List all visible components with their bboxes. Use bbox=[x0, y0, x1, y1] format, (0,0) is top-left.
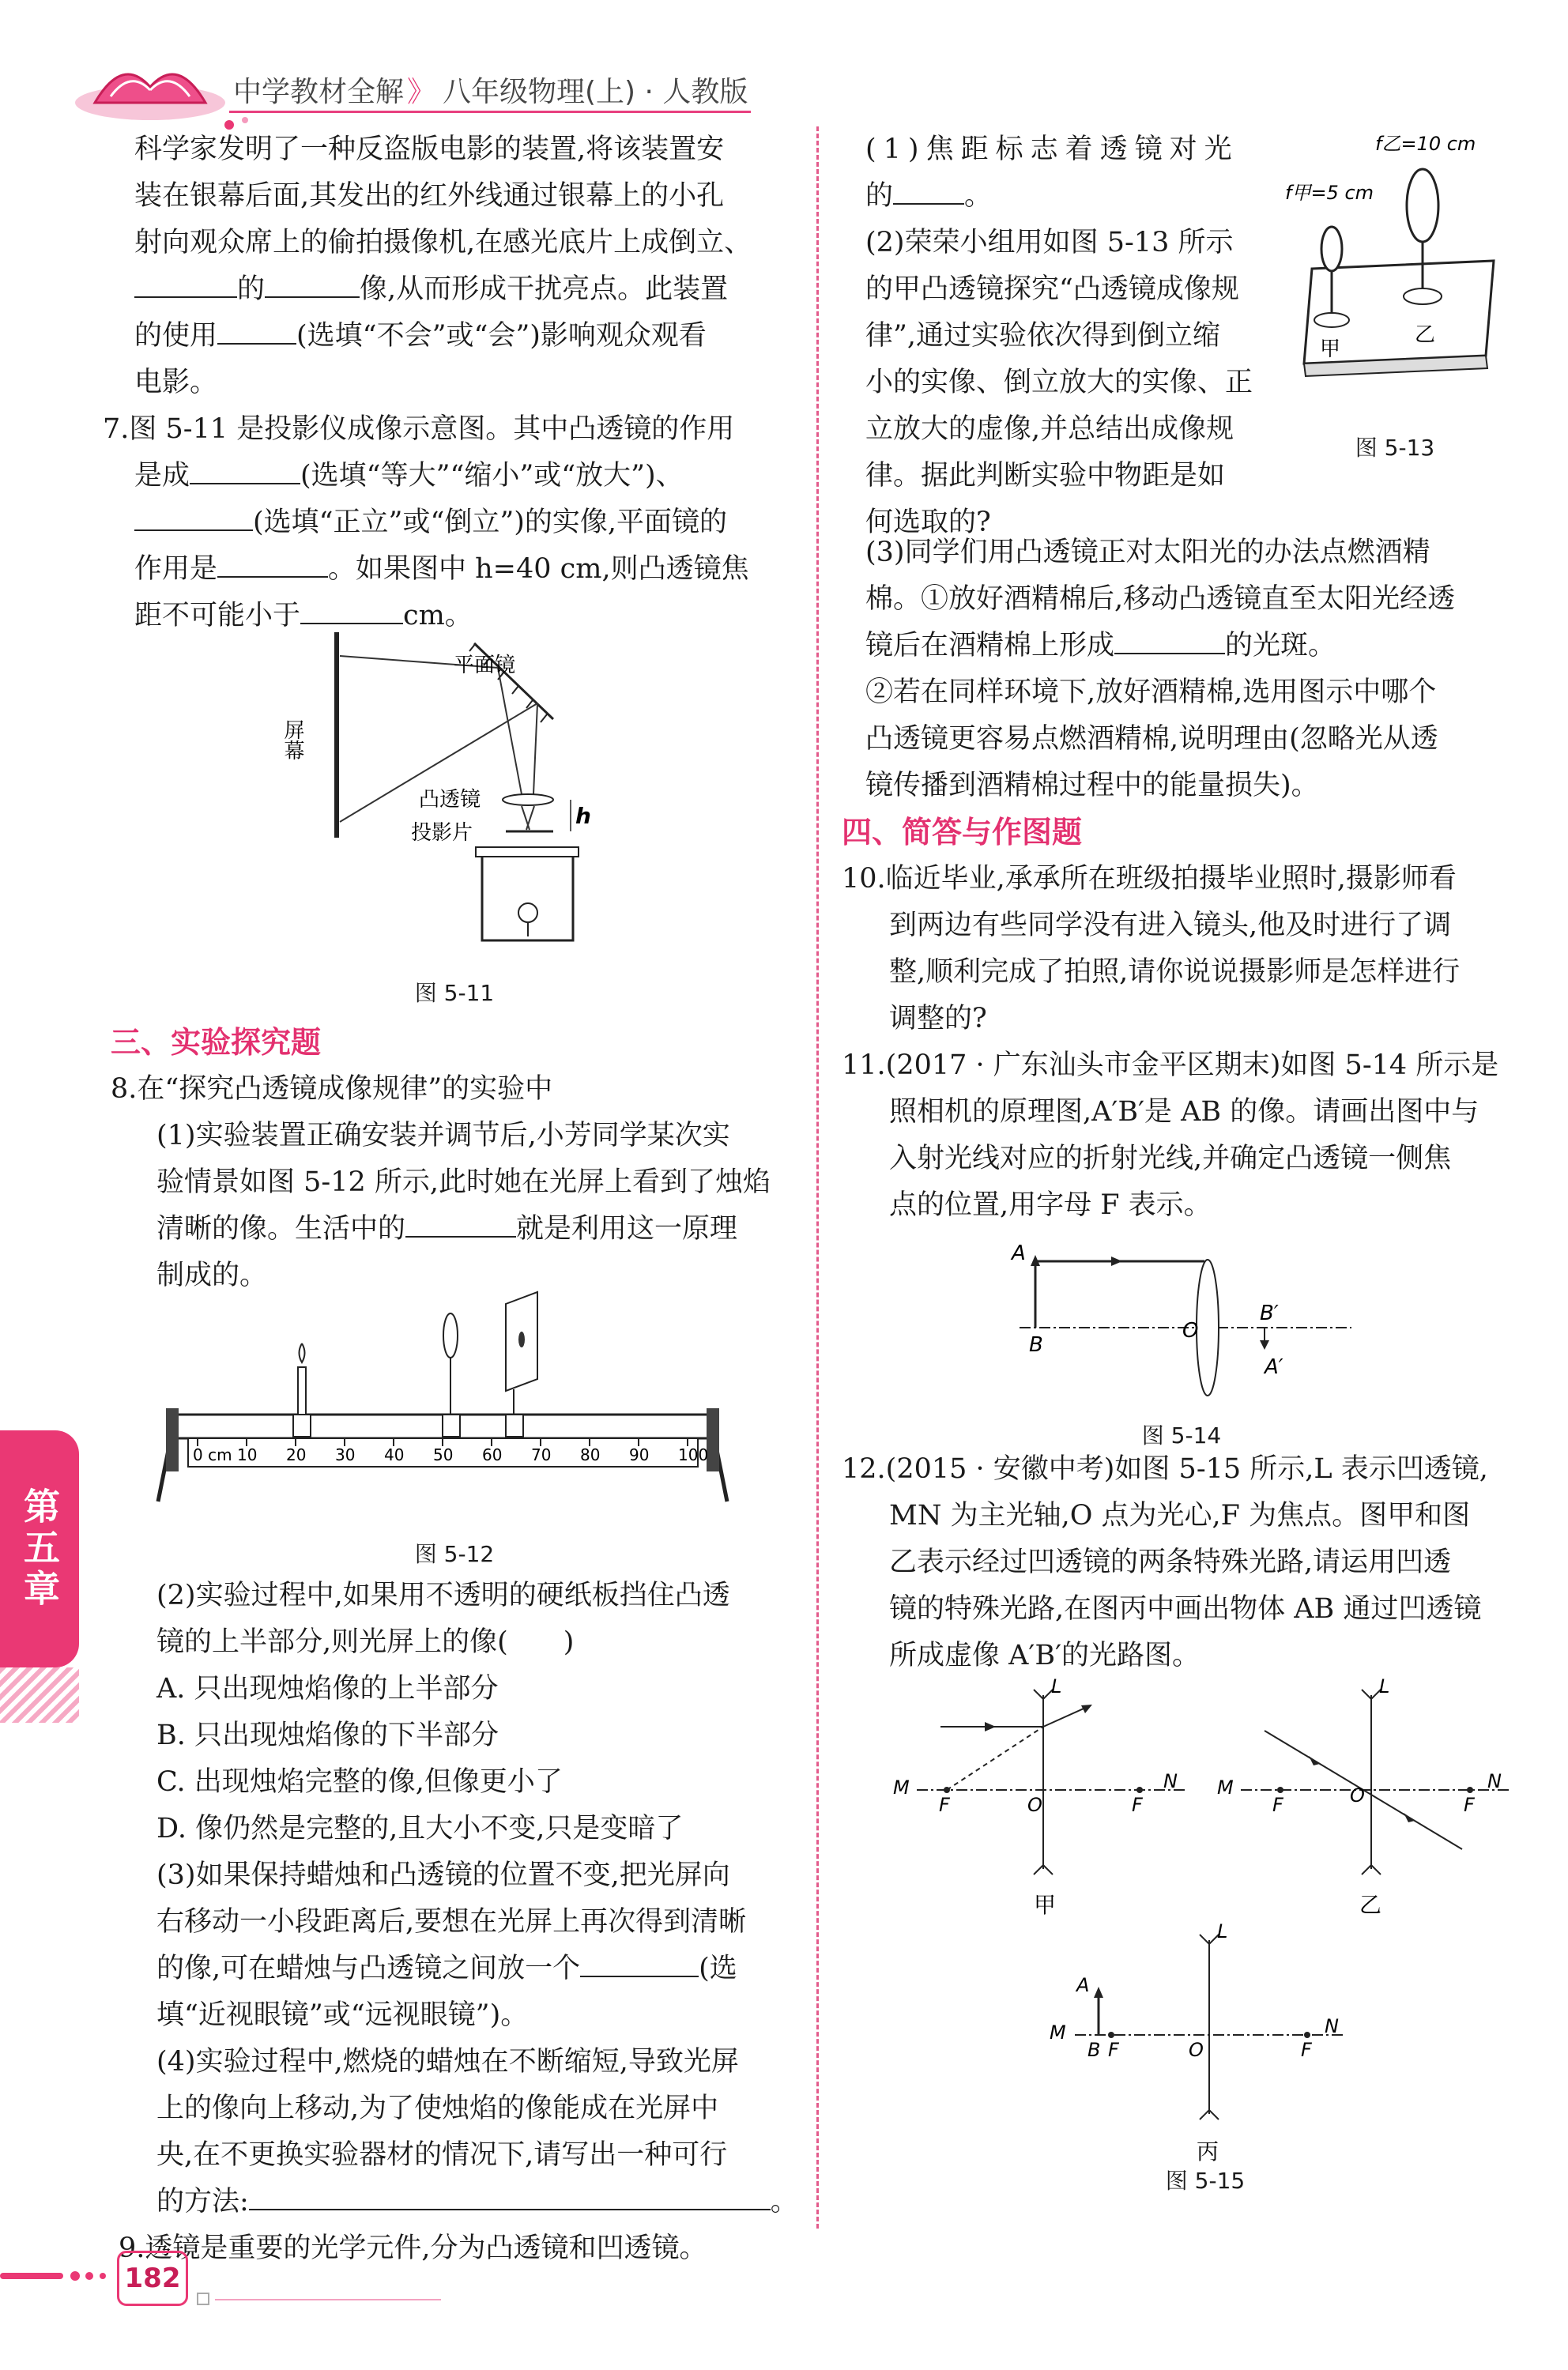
label-O: O bbox=[1189, 2039, 1204, 2061]
text-line: 所成虚像 A′B′的光路图。 bbox=[889, 1640, 1200, 1671]
arrow-image bbox=[1260, 1340, 1269, 1350]
label-F: F bbox=[1301, 2039, 1312, 2061]
chapter-tab-stripe bbox=[0, 1667, 79, 1723]
chapter-tab[interactable]: 第五章 bbox=[0, 1430, 79, 1667]
label-yi: 乙 bbox=[1415, 323, 1436, 347]
footer-dots bbox=[0, 2268, 119, 2284]
text-line: 填“近视眼镜”或“远视眼镜”)。 bbox=[156, 1999, 529, 2031]
text-line: 何选取的? bbox=[865, 507, 991, 538]
figure-5-11-projector bbox=[281, 624, 624, 972]
answer-blank[interactable] bbox=[1114, 629, 1225, 654]
text-line: 的 。 bbox=[865, 180, 993, 212]
text-line: 镜后在酒精棉上形成 的光斑。 bbox=[865, 630, 1336, 661]
label-yi: 乙 bbox=[1359, 1892, 1382, 1918]
ruler-tick-label: 20 bbox=[286, 1445, 307, 1464]
label-mirror: 平面镜 bbox=[454, 654, 516, 677]
answer-blank[interactable] bbox=[893, 179, 964, 205]
label-A-prime: A′ bbox=[1265, 1355, 1283, 1379]
arrow-ab bbox=[1094, 1987, 1103, 1998]
option-d[interactable]: D. 像仍然是完整的,且大小不变,只是变暗了 bbox=[156, 1813, 684, 1844]
text-line: 上的像向上移动,为了使烛焰的像能成在光屏中 bbox=[156, 2093, 719, 2124]
text-line: 距不可能小于 cm。 bbox=[134, 600, 473, 631]
ruler-tick-label: 80 bbox=[580, 1445, 601, 1464]
question-12: 12.(2015 · 安徽中考)如图 5-15 所示,L 表示凹透镜, bbox=[842, 1453, 1488, 1485]
option-c[interactable]: C. 出现烛焰完整的像,但像更小了 bbox=[156, 1766, 563, 1798]
text-line: 律”,通过实验依次得到倒立缩 bbox=[865, 320, 1221, 352]
section-3-heading: 三、实验探究题 bbox=[111, 1025, 322, 1060]
right-column-bottom bbox=[842, 1446, 1521, 1679]
option-b[interactable]: B. 只出现烛焰像的下半部分 bbox=[156, 1720, 499, 1751]
ruler-tick-label: 70 bbox=[531, 1445, 552, 1464]
text-line: 央,在不更换实验器材的情况下,请写出一种可行 bbox=[156, 2139, 728, 2171]
answer-blank[interactable] bbox=[405, 1212, 516, 1238]
caption-5-12: 图 5-12 bbox=[414, 1541, 495, 1567]
question-8: 8.在“探究凸透镜成像规律”的实验中 bbox=[111, 1073, 553, 1105]
text-line: (3)如果保持蜡烛和凸透镜的位置不变,把光屏向 bbox=[156, 1859, 730, 1891]
label-F: F bbox=[939, 1794, 950, 1816]
answer-blank[interactable] bbox=[300, 599, 403, 624]
header-arrow: 》 bbox=[407, 76, 436, 108]
label-N: N bbox=[1325, 2015, 1339, 2037]
label-N: N bbox=[1163, 1770, 1178, 1792]
label-B: B bbox=[1087, 2039, 1101, 2061]
page-header bbox=[0, 0, 1568, 134]
figure-5-15-jia bbox=[885, 1675, 1201, 1928]
label-B: B bbox=[1029, 1333, 1043, 1357]
caption-5-11: 图 5-11 bbox=[414, 980, 495, 1006]
text-line: 乙表示经过凹透镜的两条特殊光路,请运用凹透 bbox=[889, 1547, 1452, 1578]
text-line: 凸透镜更容易点燃酒精棉,说明理由(忽略光从透 bbox=[865, 723, 1438, 755]
answer-blank[interactable] bbox=[134, 506, 253, 531]
text-line: 的使用 (选填“不会”或“会”)影响观众观看 bbox=[134, 320, 707, 352]
ruler-tick-label: 50 bbox=[433, 1445, 454, 1464]
label-f-jia: f甲=5 cm bbox=[1285, 182, 1374, 204]
label-jia: 甲 bbox=[1034, 1892, 1057, 1918]
text-line: 律。据此判断实验中物距是如 bbox=[865, 460, 1226, 492]
question-11: 11.(2017 · 广东汕头市金平区期末)如图 5-14 所示是 bbox=[842, 1049, 1499, 1081]
text-line: 的方法: 。 bbox=[156, 2186, 798, 2217]
lens-yi bbox=[1407, 169, 1438, 242]
label-lens: 凸透镜 bbox=[419, 788, 481, 812]
label-bing: 丙 bbox=[1197, 2138, 1219, 2165]
text-line: (2)荣荣小组用如图 5-13 所示 bbox=[865, 227, 1234, 258]
answer-blank[interactable] bbox=[265, 273, 360, 298]
text-line: 到两边有些同学没有进入镜头,他及时进行了调 bbox=[889, 910, 1452, 941]
label-F: F bbox=[1464, 1794, 1475, 1816]
label-M: M bbox=[1217, 1777, 1234, 1799]
text-line: 右移动一小段距离后,要想在光屏上再次得到清晰 bbox=[156, 1906, 747, 1938]
text-line: 是成 (选填“等大”“缩小”或“放大”)、 bbox=[134, 460, 684, 492]
right-column-top bbox=[865, 126, 1292, 546]
text-line: 的 像,从而形成干扰亮点。此装置 bbox=[134, 266, 790, 313]
convex-lens bbox=[1197, 1260, 1219, 1396]
answer-blank[interactable] bbox=[249, 2185, 771, 2210]
text-line: 小的实像、倒立放大的实像、正 bbox=[865, 367, 1253, 398]
text-line: (3)同学们用凸透镜正对太阳光的办法点燃酒精 bbox=[865, 537, 1430, 568]
flame-icon bbox=[300, 1343, 305, 1362]
text-line: 镜传播到酒精棉过程中的能量损失)。 bbox=[865, 770, 1319, 801]
label-f-yi: f乙=10 cm bbox=[1375, 133, 1476, 155]
text-line: MN 为主光轴,O 点为光心,F 为焦点。图甲和图 bbox=[889, 1500, 1471, 1532]
answer-blank[interactable] bbox=[190, 459, 300, 484]
bulb-icon bbox=[518, 903, 537, 922]
figure-5-13-lenses bbox=[1280, 126, 1517, 458]
label-B-prime: B′ bbox=[1260, 1302, 1279, 1325]
label-slide: 投影片 bbox=[411, 821, 473, 845]
label-F: F bbox=[1272, 1794, 1283, 1816]
figure-5-12-optical-bench bbox=[142, 1288, 751, 1525]
text-line: 科学家发明了一种反盗版电影的装置,将该装置安 bbox=[134, 134, 725, 165]
text-line: 调整的? bbox=[889, 1003, 987, 1034]
right-column-mid bbox=[842, 529, 1521, 1229]
text-line: ②若在同样环境下,放好酒精棉,选用图示中哪个 bbox=[865, 676, 1437, 708]
answer-blank[interactable] bbox=[217, 319, 296, 345]
label-h: h bbox=[575, 803, 591, 829]
caption-5-15: 图 5-15 bbox=[1165, 2168, 1246, 2194]
text-line: 整,顺利完成了拍照,请你说说摄影师是怎样进行 bbox=[889, 956, 1461, 988]
ruler-tick-label: 40 bbox=[384, 1445, 405, 1464]
text-line: 棉。①放好酒精棉后,移动凸透镜直至太阳光经透 bbox=[865, 583, 1456, 615]
header-rule bbox=[229, 111, 751, 113]
label-L: L bbox=[1051, 1675, 1062, 1697]
label-N: N bbox=[1487, 1770, 1502, 1792]
text-line: 的像,可在蜡烛与凸透镜之间放一个 (选 bbox=[156, 1953, 737, 1984]
text-line: 点的位置,用字母 F 表示。 bbox=[889, 1189, 1212, 1221]
text-line: (选填“正立”或“倒立”)的实像,平面镜的 bbox=[134, 499, 790, 546]
text-line: 立放大的虚像,并总结出成像规 bbox=[865, 413, 1234, 445]
text-line: 的甲凸透镜探究“凸透镜成像规 bbox=[865, 273, 1239, 305]
convex-lens bbox=[443, 1313, 458, 1358]
label-O: O bbox=[1027, 1794, 1042, 1816]
label-A: A bbox=[1012, 1242, 1026, 1265]
text-line: 作用是 。如果图中 h=40 cm,则凸透镜焦 bbox=[134, 553, 749, 585]
text-line: 清晰的像。生活中的 就是利用这一原理 bbox=[156, 1213, 738, 1245]
text-line: (4)实验过程中,燃烧的蜡烛在不断缩短,导致光屏 bbox=[156, 2046, 739, 2078]
label-F: F bbox=[1108, 2039, 1119, 2061]
label-L: L bbox=[1379, 1675, 1390, 1697]
caption-5-14: 图 5-14 bbox=[1141, 1422, 1222, 1449]
label-jia: 甲 bbox=[1320, 337, 1341, 361]
label-M: M bbox=[893, 1777, 910, 1799]
text-line: 装在银幕后面,其发出的红外线通过银幕上的小孔 bbox=[134, 180, 725, 212]
caption-5-13: 图 5-13 bbox=[1355, 435, 1435, 461]
text-line: 入射光线对应的折射光线,并确定凸透镜一侧焦 bbox=[889, 1143, 1452, 1174]
label-L: L bbox=[1217, 1920, 1228, 1942]
ruler-tick-label: 30 bbox=[335, 1445, 356, 1464]
label-O: O bbox=[1182, 1319, 1199, 1343]
text-line: 照相机的原理图,A′B′是 AB 的像。请画出图中与 bbox=[889, 1096, 1479, 1128]
text-line: 验情景如图 5-12 所示,此时她在光屏上看到了烛焰 bbox=[156, 1166, 771, 1198]
ruler-tick-label: 100 bbox=[678, 1445, 709, 1464]
question-7: 7.图 5-11 是投影仪成像示意图。其中凸透镜的作用 bbox=[103, 413, 735, 445]
subject-title: 八年级物理(上) · 人教版 bbox=[443, 76, 748, 108]
series-title: 中学教材全解 bbox=[233, 76, 405, 108]
label-F: F bbox=[1132, 1794, 1143, 1816]
convex-lens bbox=[503, 794, 553, 805]
answer-blank[interactable] bbox=[217, 552, 328, 578]
text-line: 镜的上半部分,则光屏上的像( ) bbox=[156, 1626, 575, 1658]
ruler-tick-label: 90 bbox=[629, 1445, 650, 1464]
text-line: 电影。 bbox=[134, 367, 218, 398]
text-line: (2)实验过程中,如果用不透明的硬纸板挡住凸透 bbox=[156, 1580, 730, 1611]
text-line: 镜的特殊光路,在图丙中画出物体 AB 通过凹透镜 bbox=[889, 1593, 1482, 1625]
text-line: (1)焦距标志着透镜对光 bbox=[865, 134, 1239, 165]
label-M: M bbox=[1050, 2021, 1066, 2044]
label-A: A bbox=[1076, 1974, 1090, 1996]
question-10: 10.临近毕业,承承所在班级拍摄毕业照时,摄影师看 bbox=[842, 863, 1457, 895]
left-column-bottom bbox=[111, 1573, 814, 2272]
text-line: (1)实验装置正确安装并调节后,小芳同学某次实 bbox=[156, 1120, 730, 1151]
ruler-tick-label: 0 cm bbox=[193, 1445, 232, 1464]
ruler-tick-label: 60 bbox=[482, 1445, 503, 1464]
option-a[interactable]: A. 只出现烛焰像的上半部分 bbox=[156, 1673, 499, 1705]
answer-blank[interactable] bbox=[580, 1952, 699, 1977]
left-column-mid bbox=[111, 1019, 798, 1299]
figure-5-15-bing bbox=[1043, 1920, 1359, 2189]
label-O: O bbox=[1350, 1784, 1365, 1807]
figure-5-14-camera bbox=[1004, 1233, 1367, 1391]
column-divider bbox=[816, 126, 819, 2229]
answer-blank[interactable] bbox=[134, 273, 237, 298]
question-9: 9.透镜是重要的光学元件,分为凸透镜和凹透镜。 bbox=[119, 2232, 707, 2264]
label-screen: 屏幕 bbox=[281, 719, 304, 760]
text-line: 射向观众席上的偷拍摄像机,在感光底片上成倒立、 bbox=[134, 227, 752, 258]
page-number: 182 bbox=[117, 2251, 188, 2306]
footer-rule bbox=[196, 2292, 449, 2308]
left-column-top bbox=[103, 126, 790, 639]
candle bbox=[298, 1367, 306, 1415]
section-4-heading: 四、简答与作图题 bbox=[842, 815, 1083, 850]
figure-5-15-yi bbox=[1209, 1675, 1525, 1928]
ruler-tick-label: 10 bbox=[237, 1445, 258, 1464]
lens-jia bbox=[1321, 227, 1342, 271]
text-line: 制成的。 bbox=[156, 1260, 268, 1291]
